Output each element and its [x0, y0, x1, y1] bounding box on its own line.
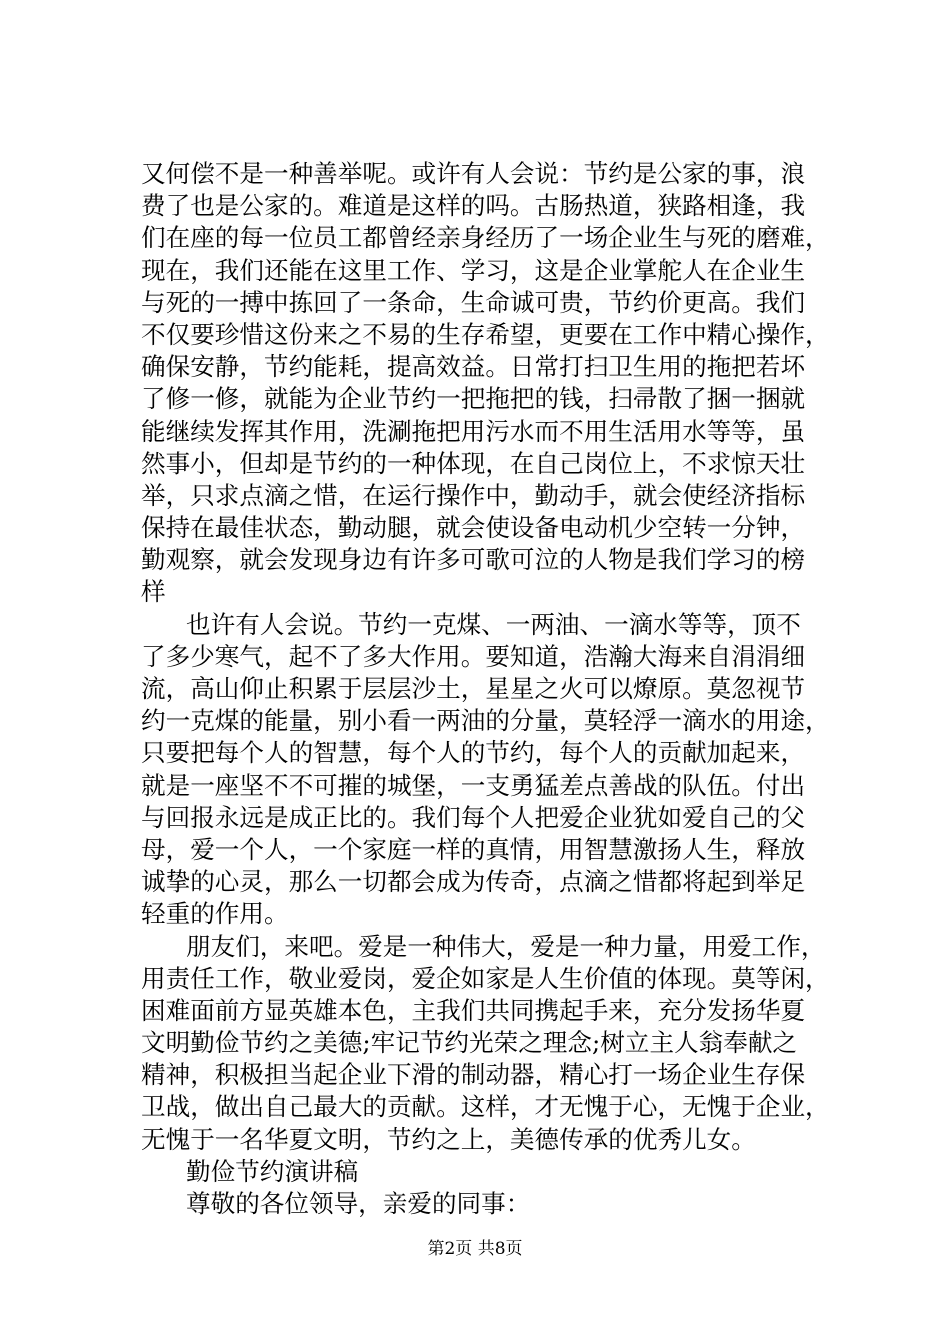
text-line: 用责任工作，敬业爱岗，爱企如家是人生价值的体现。莫等闲，	[141, 963, 830, 993]
text-line: 保持在最佳状态，勤动腿，就会使设备电动机少空转一分钟，	[141, 513, 806, 543]
text-line: 轻重的作用。	[141, 899, 289, 929]
text-line: 与回报永远是成正比的。我们每个人把爱企业犹如爱自己的父	[141, 802, 806, 832]
text-line: 母，爱一个人，一个家庭一样的真情，用智慧激扬人生，释放	[141, 834, 806, 864]
text-line: 只要把每个人的智慧，每个人的节约，每个人的贡献加起来，	[141, 738, 806, 768]
page-number-footer: 第2页 共8页	[427, 1239, 523, 1259]
text-line: 困难面前方显英雄本色，主我们共同携起手来，充分发扬华夏	[141, 995, 806, 1025]
text-line: 诚挚的心灵，那么一切都会成为传奇，点滴之惜都将起到举足	[141, 867, 806, 897]
speech-title: 勤俭节约演讲稿	[186, 1156, 359, 1186]
text-line: 然事小，但却是节约的一种体现，在自己岗位上，不求惊天壮	[141, 448, 806, 478]
text-line: 流，高山仰止积累于层层沙土，星星之火可以燎原。莫忽视节	[141, 674, 806, 703]
text-line: 与死的一搏中拣回了一条命，生命诚可贵，节约价更高。我们	[141, 287, 806, 317]
text-line: 们在座的每一位员工都曾经亲身经历了一场企业生与死的磨难，	[141, 223, 830, 253]
text-line: 勤观察，就会发现身边有许多可歌可泣的人物是我们学习的榜	[141, 545, 806, 575]
paragraph-start-line: 也许有人会说。节约一克煤、一两油、一滴水等等，顶不	[186, 609, 801, 639]
text-line: 了多少寒气，起不了多大作用。要知道，浩瀚大海来自涓涓细	[141, 641, 806, 671]
text-line: 文明勤俭节约之美德;牢记节约光荣之理念;树立主人翁奉献之	[141, 1028, 798, 1058]
text-line: 现在，我们还能在这里工作、学习，这是企业掌舵人在企业生	[141, 255, 806, 285]
paragraph-start-line: 朋友们，来吧。爱是一种伟大，爱是一种力量，用爱工作，	[186, 931, 826, 961]
text-line: 精神，积极担当起企业下滑的制动器，精心打一场企业生存保	[141, 1060, 806, 1090]
text-line: 了修一修，就能为企业节约一把拖把的钱，扫帚散了捆一捆就	[141, 384, 806, 414]
text-line: 不仅要珍惜这份来之不易的生存希望，更要在工作中精心操作，	[141, 319, 830, 349]
text-line: 能继续发挥其作用，洗涮拖把用污水而不用生活用水等等，虽	[141, 416, 806, 446]
text-line: 确保安静，节约能耗，提高效益。日常打扫卫生用的拖把若坏	[141, 352, 806, 382]
text-line: 样	[141, 577, 166, 607]
text-line: 费了也是公家的。难道是这样的吗。古肠热道，狭路相逢，我	[141, 191, 806, 221]
text-line: 无愧于一名华夏文明，节约之上，美德传承的优秀儿女。	[141, 1124, 756, 1154]
text-line: 就是一座坚不不可摧的城堡，一支勇猛差点善战的队伍。付出	[141, 770, 806, 800]
text-line: 卫战，做出自己最大的贡献。这样，才无愧于心，无愧于企业，	[141, 1092, 830, 1122]
document-body	[141, 158, 830, 1220]
text-line: 约一克煤的能量，别小看一两油的分量，莫轻浮一滴水的用途，	[141, 706, 830, 736]
text-line: 又何偿不是一种善举呢。或许有人会说：节约是公家的事，浪	[141, 159, 806, 188]
text-line: 举，只求点滴之惜，在运行操作中，勤动手，就会使经济指标	[141, 480, 806, 510]
salutation: 尊敬的各位领导，亲爱的同事：	[186, 1189, 531, 1218]
